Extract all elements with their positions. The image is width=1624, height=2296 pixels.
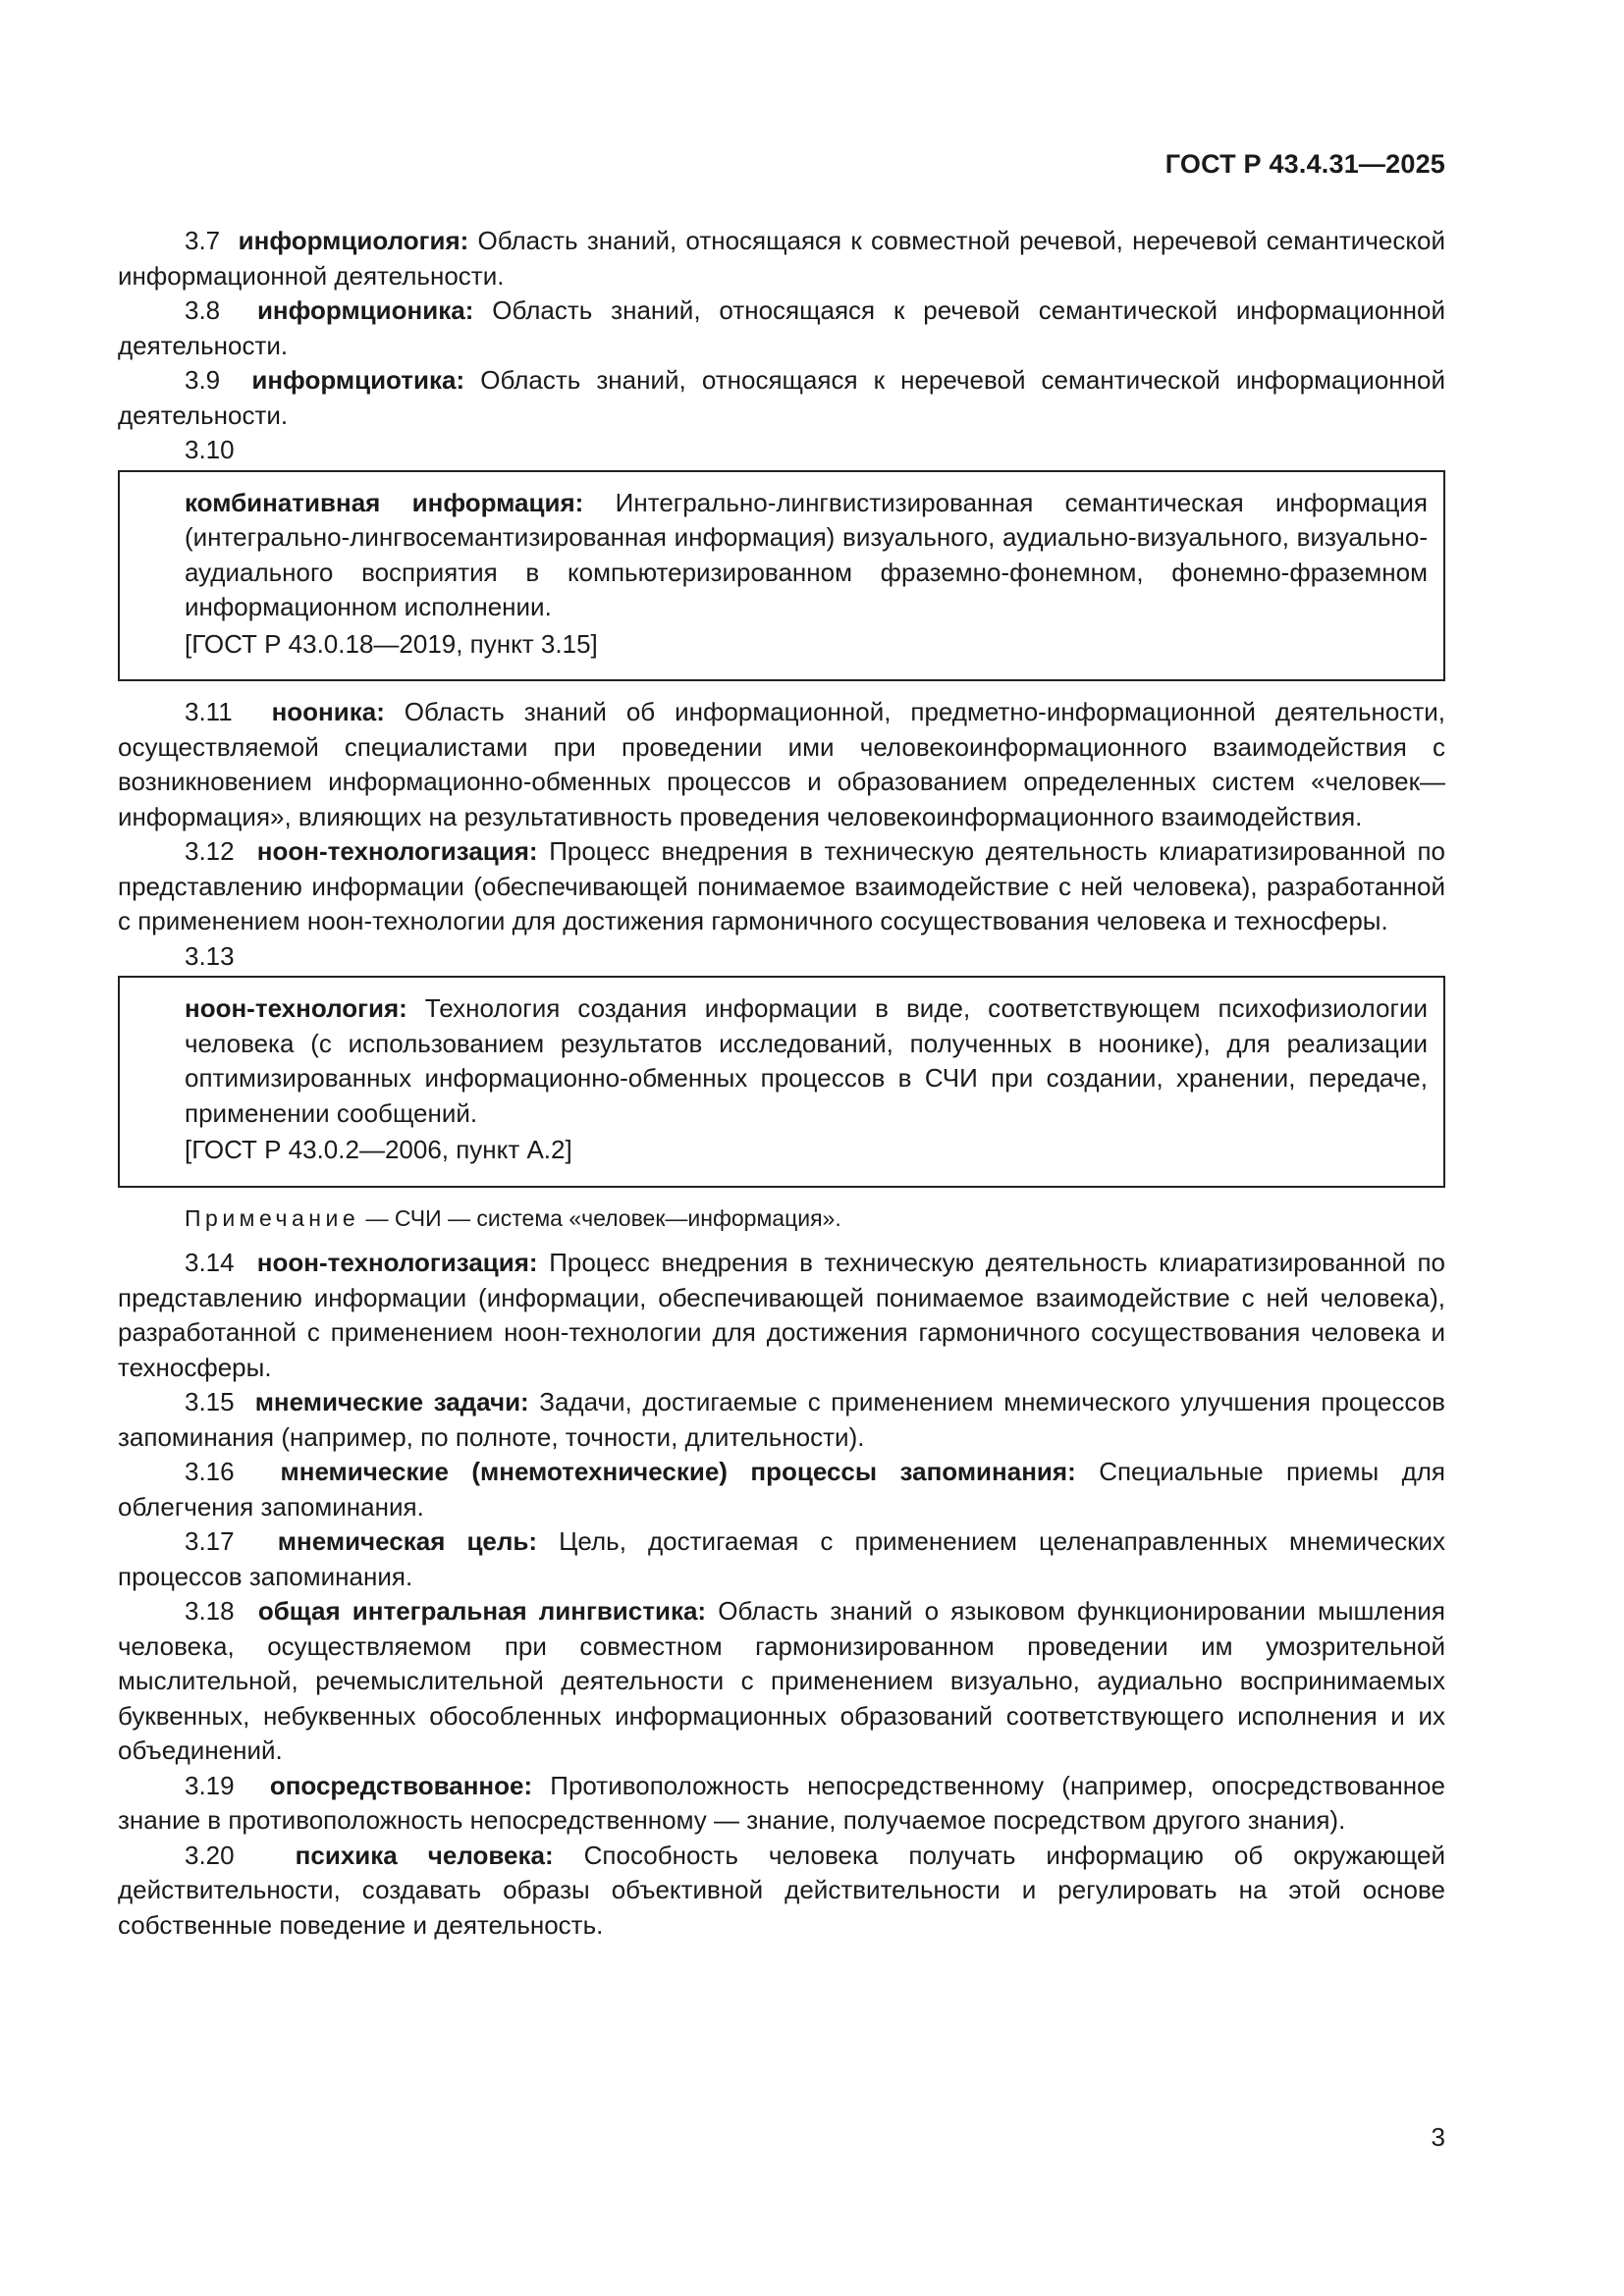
boxed-definition	[185, 486, 1428, 625]
entry-number: 3.7	[185, 226, 221, 255]
entry-number: 3.11	[185, 697, 233, 726]
term-entry	[118, 224, 1445, 294]
entry-number: 3.18	[185, 1596, 235, 1626]
entry-definition: Задачи, достигаемые с применением мнемического улучшения процессов запоминания (например, по полноте, точности, длительности).	[118, 1387, 1445, 1452]
entry-definition: Цель, достигаемая с применением целенаправленных мнемических процессов запоминания.	[118, 1526, 1445, 1591]
document-id: ГОСТ Р 43.4.31—2025	[1164, 149, 1445, 179]
term-entry	[118, 1385, 1445, 1455]
entry-definition: Область знаний, относящаяся к неречевой семантической информационной деятельности.	[118, 365, 1445, 430]
entry-term: ноон-технологизация:	[256, 1248, 538, 1277]
term-entry	[118, 1769, 1445, 1839]
entry-number: 3.16	[185, 1457, 235, 1486]
entry-number: 3.10	[185, 435, 235, 464]
term-entry	[118, 834, 1445, 939]
term-entry	[118, 1524, 1445, 1594]
entry-term: общая интегральная лингвистика:	[257, 1596, 707, 1626]
source-reference: [ГОСТ Р 43.0.2—2006, пункт А.2]	[185, 1135, 572, 1164]
entry-definition: Область знаний, относящаяся к речевой семантической информационной деятельности.	[118, 295, 1445, 360]
page-content	[118, 224, 1445, 1943]
term-entry	[118, 1594, 1445, 1769]
entry-number: 3.20	[185, 1840, 235, 1870]
entry-number: 3.19	[185, 1770, 235, 1800]
entry-definition: Специальные приемы для облегчения запоминания.	[118, 1457, 1445, 1522]
entry-term: информциотика:	[251, 365, 465, 395]
term-entry	[118, 695, 1445, 834]
page-number: 3	[1431, 2122, 1445, 2152]
term-entry	[118, 294, 1445, 363]
definition-box	[118, 976, 1445, 1188]
definition-box	[118, 470, 1445, 682]
entry-number: 3.14	[185, 1248, 235, 1277]
source-reference: [ГОСТ Р 43.0.18—2019, пункт 3.15]	[185, 628, 598, 659]
entry-term: психика человека:	[295, 1840, 554, 1870]
entry-definition: Область знаний о языковом функционировании мышления человека, осуществляемом при совместном гармонизированном проведении им умозрительной мыслительной, речемыслительной деятельности с применением визуально, аудиально воспринимаемых буквенных, небуквенных обособленных информационных образований соответствующего исполнения и их объединений.	[118, 1596, 1445, 1765]
note-text: — СЧИ — система «человек—информация».	[365, 1204, 841, 1231]
entry-definition: Процесс внедрения в техническую деятельность клиаратизированной по представлению информации (информации, обеспечивающей понимаемое взаимодействие с ней человека), разработанной с применением ноон-технологии для достижения гармоничного сосуществования человека и техносферы.	[118, 1248, 1445, 1382]
entry-term: комбинативная информация:	[185, 487, 584, 517]
entry-term: информциология:	[238, 226, 469, 255]
entry-number: 3.8	[185, 295, 221, 325]
entry-term: информционика:	[256, 295, 474, 325]
entry-definition: Процесс внедрения в техническую деятельность клиаратизированной по представлению информации (обеспечивающей понимаемое взаимодействие с ней человека), разработанной с применением ноон-технологии для достижения гармоничного сосуществования человека и техносферы.	[118, 836, 1445, 935]
entry-number: 3.17	[185, 1526, 235, 1556]
entry-term: ноон-технологизация:	[256, 836, 538, 866]
entry-number: 3.9	[185, 365, 221, 395]
entry-term: опосредствованное:	[269, 1770, 533, 1800]
entry-term: ноон-технология:	[185, 993, 407, 1023]
entry-term: мнемическая цель:	[277, 1526, 538, 1556]
entry-definition: Область знаний об информационной, предметно-информационной деятельности, осуществляемой специалистами при проведении ими человекоинформационного взаимодействия с возникновением информационно-обменных процессов и образованием определенных систем «человек—информация», влияющих на результативность проведения человекоинформационного взаимодействия.	[118, 697, 1445, 831]
note-label: Примечание	[185, 1204, 360, 1231]
entry-definition: Способность человека получать информацию об окружающей действительности, создавать образы объективной действительности и регулировать на этой основе собственные поведение и деятельность.	[118, 1840, 1445, 1940]
entry-definition: Противоположность непосредственному (например, опосредствованное знание в противоположность непосредственному — знание, получаемое посредством другого знания).	[118, 1770, 1445, 1835]
term-entry	[118, 1455, 1445, 1524]
entry-number: 3.12	[185, 836, 235, 866]
note	[185, 1201, 1445, 1237]
entry-term: нооника:	[271, 697, 385, 726]
term-entry	[118, 363, 1445, 433]
entry-number: 3.13	[185, 940, 235, 971]
entry-term: мнемические задачи:	[254, 1387, 529, 1416]
term-entry	[118, 1246, 1445, 1385]
entry-number: 3.15	[185, 1387, 235, 1416]
entry-definition: Область знаний, относящаяся к совместной речевой, неречевой семантической информационной деятельности.	[118, 226, 1445, 291]
entry-definition: Интегрально-лингвистизированная семантическая информация (интегрально-лингвосемантизированная информация) визуального, аудиально-визуального, визуально-аудиального восприятия в компьютеризированном фраземно-фонемном, фонемно-фраземном информационном исполнении.	[185, 487, 1429, 621]
boxed-definition	[185, 991, 1428, 1131]
term-entry	[118, 1839, 1445, 1944]
entry-definition: Технология создания информации в виде, соответствующем психофизиологии человека (с использованием результатов исследований, полученных в ноонике), для реализации оптимизированных информационно-обменных процессов в СЧИ при создании, хранении, передаче, применении сообщений.	[185, 993, 1428, 1128]
entry-term: мнемические (мнемотехнические) процессы запоминания:	[280, 1457, 1076, 1486]
